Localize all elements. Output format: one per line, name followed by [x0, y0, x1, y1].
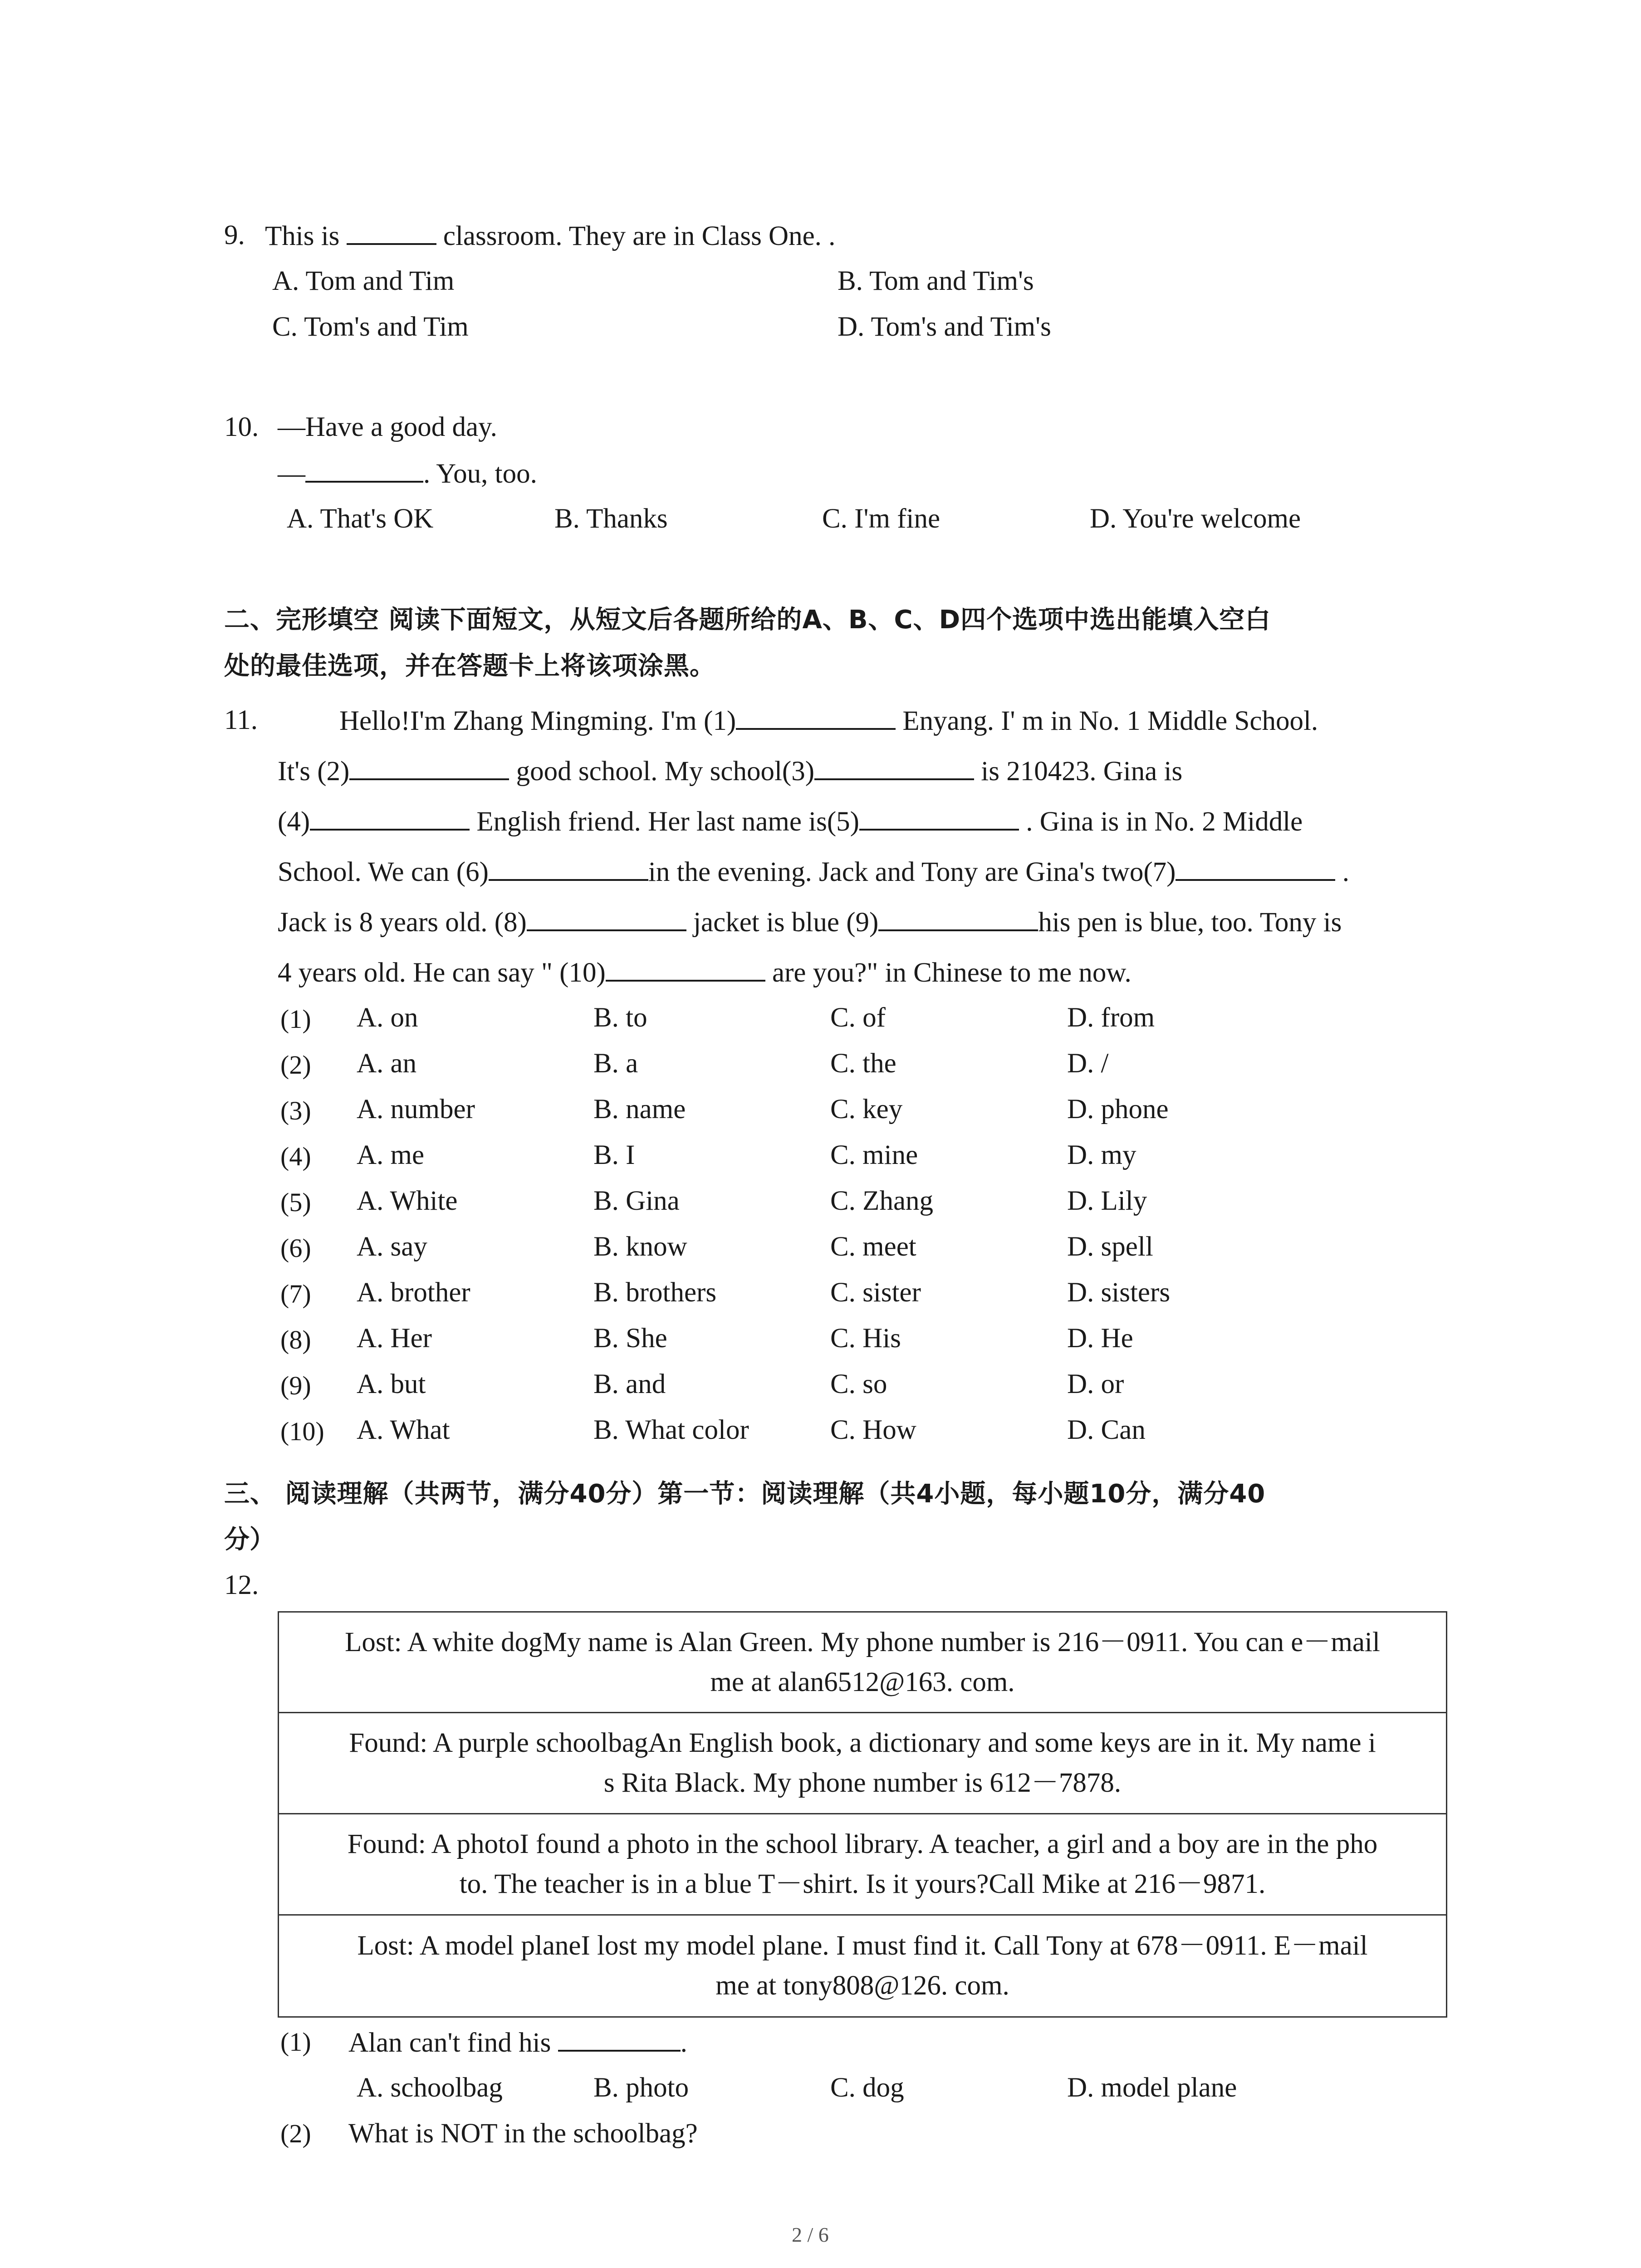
- option-a[interactable]: A. White: [357, 1186, 458, 1216]
- notice-text: Found: A purple schoolbagAn English book, a dictionary and some keys are in it. My name i: [349, 1728, 1376, 1758]
- option-b[interactable]: B. to: [593, 1002, 647, 1033]
- q10-line1: —Have a good day.: [278, 412, 497, 442]
- notice-text: Found: A photoI found a photo in the school library. A teacher, a girl and a boy are in the pho: [347, 1829, 1378, 1859]
- blank-3[interactable]: [814, 757, 974, 780]
- option-b[interactable]: B. She: [593, 1323, 667, 1354]
- q9-option-c[interactable]: C. Tom's and Tim: [272, 312, 469, 342]
- option-a[interactable]: A. me: [357, 1140, 425, 1170]
- section2-heading-line2: 处的最佳选项，并在答题卡上将该项涂黑。: [224, 651, 715, 681]
- option-row-number: (4): [280, 1142, 311, 1171]
- passage-text: English friend. Her last name is(5): [476, 807, 859, 837]
- q10-option-b[interactable]: B. Thanks: [554, 503, 668, 534]
- blank-1[interactable]: [736, 706, 896, 730]
- option-a[interactable]: A. brother: [357, 1277, 470, 1308]
- option-a[interactable]: A. number: [357, 1094, 475, 1124]
- blank-9[interactable]: [878, 908, 1038, 931]
- passage-text: . Gina is in No. 2 Middle: [1026, 807, 1303, 837]
- option-d[interactable]: D. my: [1067, 1140, 1136, 1170]
- q9-stem: [265, 221, 835, 250]
- option-c[interactable]: C. the: [830, 1048, 896, 1079]
- q11-passage-line2: [278, 757, 1182, 785]
- answer-blank[interactable]: [305, 459, 423, 483]
- option-row-number: (5): [280, 1188, 311, 1217]
- option-row-number: (2): [280, 1050, 311, 1080]
- option-d[interactable]: D. sisters: [1067, 1277, 1171, 1308]
- option-c[interactable]: C. mine: [830, 1140, 918, 1170]
- passage-text: his pen is blue, too. Tony is: [1038, 907, 1342, 938]
- section3-heading-line1: 三、 阅读理解（共两节，满分40分）第一节：阅读理解（共4小题，每小题10分，满分40: [224, 1479, 1266, 1509]
- q11-passage-line5: [278, 908, 1342, 936]
- passage-text: School. We can (6): [278, 857, 489, 887]
- option-row-number: (1): [280, 1004, 311, 1034]
- q10-line2: [278, 459, 537, 488]
- option-row-number: (10): [280, 1417, 324, 1446]
- q10-option-c[interactable]: C. I'm fine: [822, 503, 941, 534]
- q12-sub2-stem: What is NOT in the schoolbag?: [348, 2118, 698, 2149]
- notice-found-schoolbag: [279, 1713, 1446, 1814]
- q9-number: 9.: [224, 220, 245, 250]
- q11-passage-line3: [278, 807, 1303, 836]
- option-d[interactable]: D. phone: [1067, 1094, 1169, 1124]
- option-d[interactable]: D. or: [1067, 1369, 1124, 1399]
- option-c[interactable]: C. Zhang: [830, 1186, 934, 1216]
- notice-text: s Rita Black. My phone number is 612－7878.: [603, 1768, 1122, 1798]
- blank-5[interactable]: [859, 807, 1019, 831]
- q10-line2-pre: —: [278, 459, 305, 489]
- q11-passage-line6: [278, 958, 1132, 987]
- option-b[interactable]: B. and: [593, 1369, 666, 1399]
- passage-text: good school. My school(3): [516, 756, 815, 787]
- option-c[interactable]: C. dog: [830, 2072, 904, 2103]
- option-b[interactable]: B. photo: [593, 2072, 689, 2103]
- option-d[interactable]: D. He: [1067, 1323, 1133, 1354]
- passage-text: .: [1342, 857, 1349, 887]
- q10-option-a[interactable]: A. That's OK: [287, 503, 434, 534]
- option-d[interactable]: D. from: [1067, 1002, 1155, 1033]
- blank-6[interactable]: [489, 857, 648, 881]
- q12-sub1-number: (1): [280, 2027, 311, 2057]
- option-c[interactable]: C. key: [830, 1094, 903, 1124]
- passage-text: Enyang. I' m in No. 1 Middle School.: [902, 706, 1318, 736]
- option-b[interactable]: B. name: [593, 1094, 686, 1124]
- option-c[interactable]: C. so: [830, 1369, 887, 1399]
- option-a[interactable]: A. on: [357, 1002, 418, 1033]
- notice-lost-plane: [279, 1916, 1446, 2016]
- option-d[interactable]: D. Lily: [1067, 1186, 1147, 1216]
- option-b[interactable]: B. Gina: [593, 1186, 680, 1216]
- option-b[interactable]: B. brothers: [593, 1277, 717, 1308]
- option-c[interactable]: C. How: [830, 1415, 916, 1445]
- option-row-number: (7): [280, 1279, 311, 1309]
- notice-text: Lost: A white dogMy name is Alan Green. My phone number is 216－0911. You can e－mail: [345, 1627, 1380, 1657]
- q11-number: 11.: [224, 705, 258, 735]
- option-c[interactable]: C. meet: [830, 1232, 916, 1262]
- question-text: .: [680, 2028, 687, 2058]
- option-b[interactable]: B. I: [593, 1140, 635, 1170]
- option-a[interactable]: A. say: [357, 1232, 427, 1262]
- section2-heading-line1: 二、完形填空 阅读下面短文，从短文后各题所给的A、B、C、D四个选项中选出能填入空白: [224, 605, 1271, 635]
- q11-passage-line1: [339, 706, 1318, 735]
- passage-text: 4 years old. He can say " (10): [278, 958, 606, 988]
- blank-4[interactable]: [310, 807, 470, 831]
- q9-stem-pre: This is: [265, 221, 340, 251]
- q9-stem-post: classroom. They are in Class One. .: [443, 221, 836, 251]
- option-row-number: (6): [280, 1233, 311, 1263]
- blank-8[interactable]: [527, 908, 686, 931]
- notice-text: me at alan6512@163. com.: [710, 1667, 1015, 1697]
- question-text: Alan can't find his: [348, 2028, 551, 2058]
- option-c[interactable]: C. His: [830, 1323, 901, 1354]
- option-d[interactable]: D. Can: [1067, 1415, 1146, 1445]
- passage-text: It's (2): [278, 756, 350, 787]
- option-c[interactable]: C. sister: [830, 1277, 921, 1308]
- q10-line2-post: . You, too.: [423, 459, 537, 489]
- option-a[interactable]: A. Her: [357, 1323, 432, 1354]
- option-row-number: (8): [280, 1325, 311, 1354]
- q12-sub2-number: (2): [280, 2119, 311, 2148]
- passage-text: Jack is 8 years old. (8): [278, 907, 527, 938]
- option-c[interactable]: C. of: [830, 1002, 886, 1033]
- q9-option-a[interactable]: A. Tom and Tim: [272, 266, 455, 296]
- answer-blank[interactable]: [558, 2028, 681, 2052]
- option-d[interactable]: D. spell: [1067, 1232, 1153, 1262]
- option-a[interactable]: A. an: [357, 1048, 417, 1079]
- option-d[interactable]: D. model plane: [1067, 2072, 1237, 2103]
- passage-text: in the evening. Jack and Tony are Gina's two(7): [648, 857, 1176, 887]
- q9-option-b[interactable]: B. Tom and Tim's: [838, 266, 1034, 296]
- notice-text: to. The teacher is in a blue T－shirt. Is it yours?Call Mike at 216－9871.: [459, 1869, 1266, 1899]
- answer-blank[interactable]: [347, 221, 436, 245]
- q12-number: 12.: [224, 1570, 259, 1600]
- option-a[interactable]: A. but: [357, 1369, 426, 1399]
- notice-found-photo: [279, 1814, 1446, 1916]
- option-b[interactable]: B. What color: [593, 1415, 749, 1445]
- q9-option-d[interactable]: D. Tom's and Tim's: [838, 312, 1051, 342]
- notice-text: Lost: A model planeI lost my model plane. I must find it. Call Tony at 678－0911. E－mail: [357, 1931, 1368, 1961]
- option-b[interactable]: B. a: [593, 1048, 638, 1079]
- passage-text: jacket is blue (9): [693, 907, 879, 938]
- section3-heading-line2: 分）: [224, 1525, 275, 1554]
- blank-2[interactable]: [349, 757, 509, 780]
- blank-10[interactable]: [606, 958, 765, 982]
- option-a[interactable]: A. schoolbag: [357, 2072, 503, 2103]
- q10-number: 10.: [224, 412, 259, 442]
- option-row-number: (9): [280, 1371, 311, 1400]
- option-a[interactable]: A. What: [357, 1415, 450, 1445]
- option-b[interactable]: B. know: [593, 1232, 687, 1262]
- q12-sub1-stem: [348, 2028, 687, 2057]
- notice-lost-dog: [279, 1613, 1446, 1713]
- blank-7[interactable]: [1176, 857, 1335, 881]
- option-d[interactable]: D. /: [1067, 1048, 1109, 1079]
- q11-passage-line4: [278, 857, 1349, 886]
- passage-text: Hello!I'm Zhang Mingming. I'm (1): [339, 706, 736, 736]
- q10-option-d[interactable]: D. You're welcome: [1090, 503, 1301, 534]
- notice-table: [278, 1611, 1447, 2018]
- option-row-number: (3): [280, 1096, 311, 1125]
- passage-text: is 210423. Gina is: [981, 756, 1183, 787]
- passage-text: (4): [278, 807, 310, 837]
- page-number: 2 / 6: [792, 2223, 829, 2246]
- notice-text: me at tony808@126. com.: [715, 1970, 1009, 2001]
- passage-text: are you?" in Chinese to me now.: [772, 958, 1132, 988]
